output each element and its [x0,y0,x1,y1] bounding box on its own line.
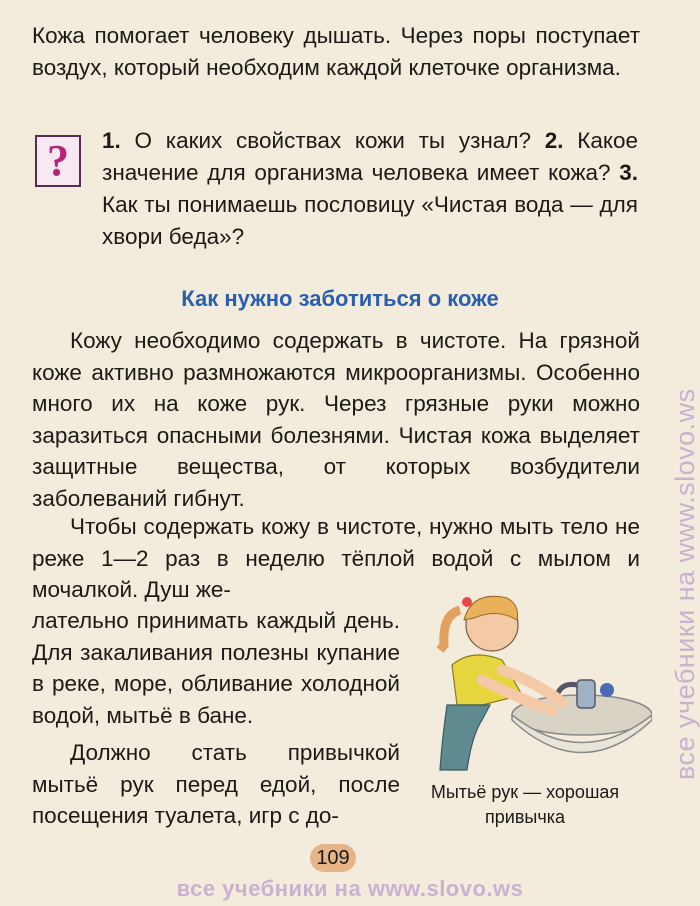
question-box [35,135,81,187]
page-number: 109 [310,844,356,872]
question-number-1: 1. [102,128,121,153]
question-mark-icon: ? [47,136,69,185]
illustration-caption: Мытьё рук — хорошая привычка [430,782,620,827]
question-1: О каких свойствах кожи ты узнал? [120,128,545,153]
paragraph-hand-washing: Должно стать привычкой мытьё рук перед едой, после посещения туалета, игр с до- [32,740,400,828]
review-questions [102,125,638,253]
intro-paragraph: Кожа помогает человеку дышать. Через поры поступает воздух, который необходим каждой клеточке организма. [32,23,640,80]
question-number-2: 2. [544,128,564,153]
question-number-3: 3. [619,160,638,185]
side-watermark: все учебники на www.slovo.ws [670,388,700,780]
section-heading: Как нужно заботиться о коже [181,286,499,311]
girl-washing-hands-illustration [412,570,652,780]
paragraph-washing-bottom: лательно принимать каждый день. Для закаливания полезны купание в реке, море, обливание холодной водой, мытьё в бане. [32,608,400,728]
paragraph-skin-cleanliness: Кожу необходимо содержать в чистоте. На грязной коже активно размножаются микроорганизмы. Особенно много их на коже рук. Через грязные руки можно заразиться опасными болезнями. Чистая кожа выделяет защитные вещества, от которых возбудители заболеваний гибнут. [32,328,640,511]
bottom-watermark: все учебники на www.slovo.ws [176,876,524,901]
question-2: Какое значение для организма человека имеет кожа? [102,128,638,185]
question-3: Как ты понимаешь пословицу «Чистая вода — для хвори беда»? [102,192,638,249]
paragraph-washing-top: Чтобы содержать кожу в чистоте, нужно мыть тело не реже 1—2 раз в неделю тёплой водой с мылом и мочалкой. Душ же- [32,514,640,602]
